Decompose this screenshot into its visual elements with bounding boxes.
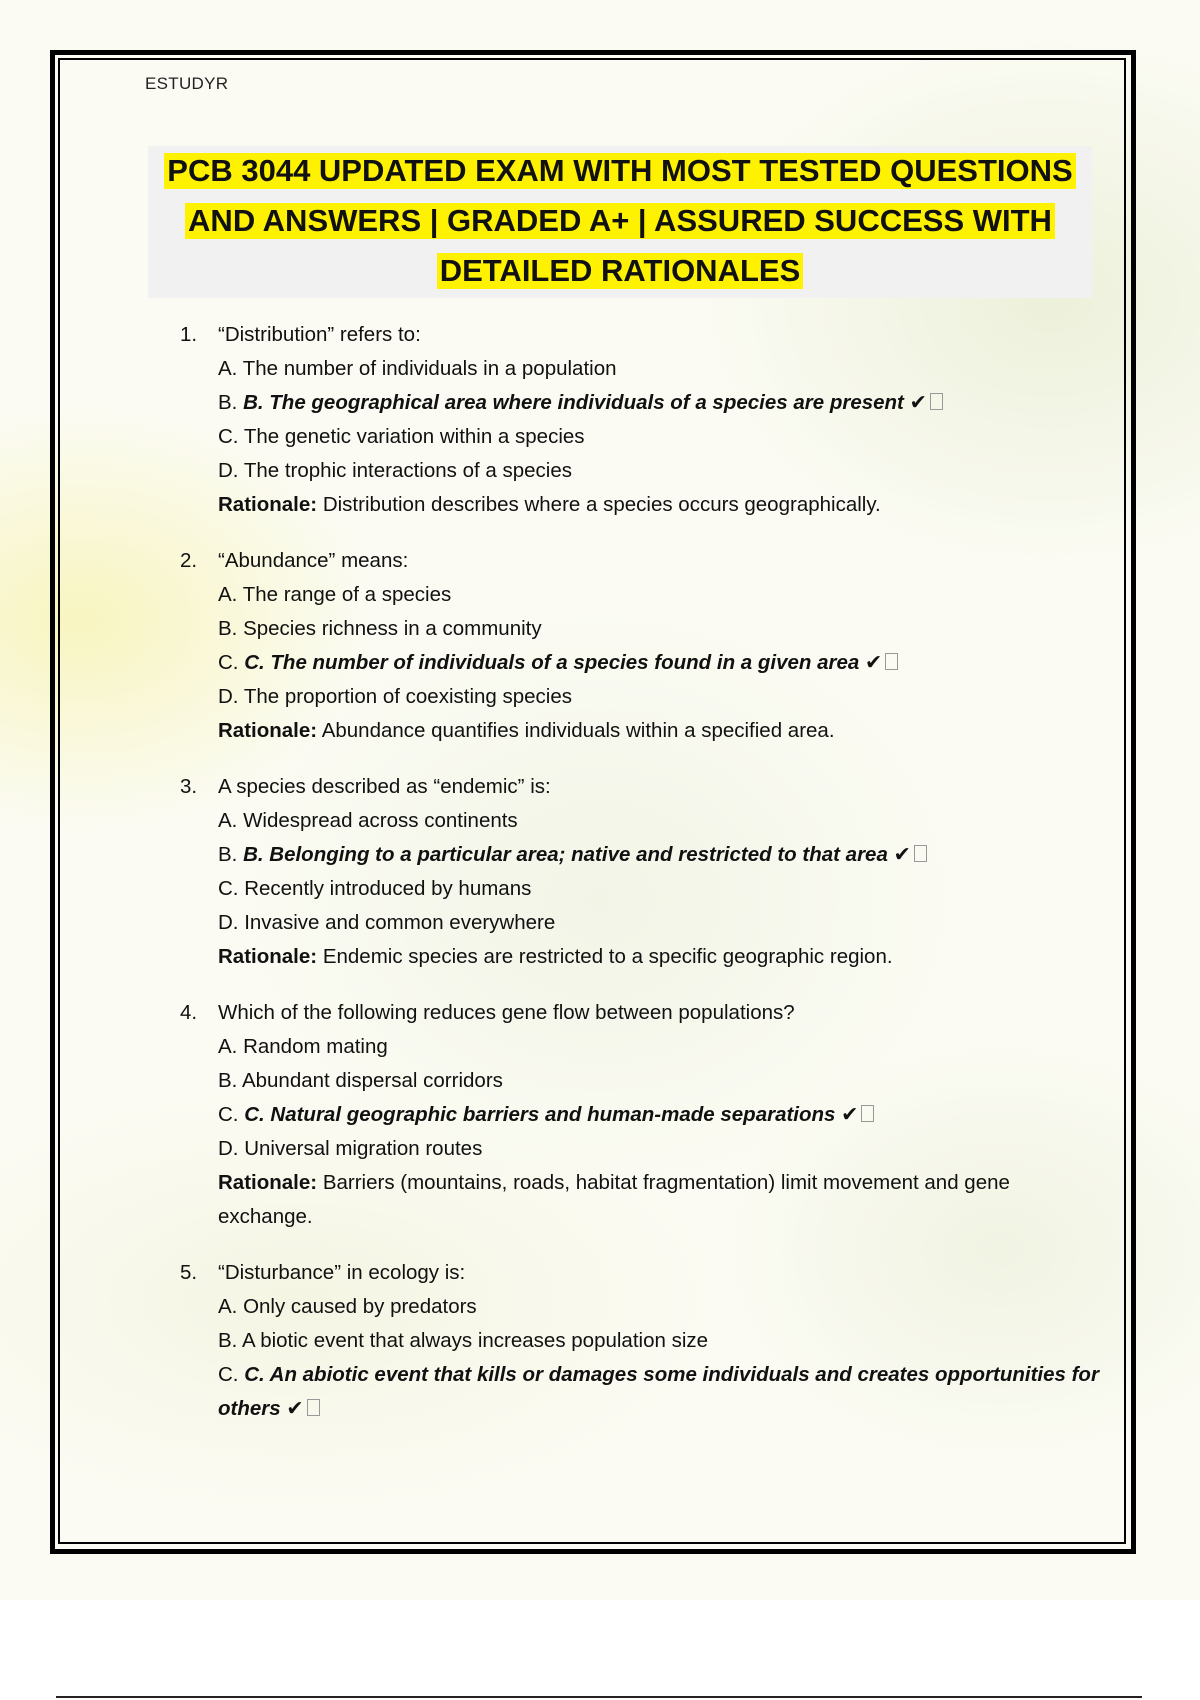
rationale-text: Endemic species are restricted to a specific geographic region. xyxy=(322,945,893,968)
option-text: Recently introduced by humans xyxy=(244,877,532,900)
option-text: Invasive and common everywhere xyxy=(244,911,556,934)
question-item xyxy=(180,1256,1100,1426)
answer-option xyxy=(180,420,1100,454)
answer-option-correct xyxy=(180,1098,1100,1132)
option-letter: A. xyxy=(218,809,238,832)
option-text: The range of a species xyxy=(242,583,452,606)
question-item xyxy=(180,544,1100,748)
option-text: B. Belonging to a particular area; native and restricted to that area xyxy=(243,843,888,866)
checkmark-icon: ✔ xyxy=(893,843,911,866)
answer-option-correct xyxy=(180,1358,1100,1426)
answer-option xyxy=(180,1324,1100,1358)
option-letter: C. xyxy=(218,1103,239,1126)
question-text: “Abundance” means: xyxy=(218,549,409,572)
footer-divider xyxy=(56,1696,1142,1698)
answer-option xyxy=(180,1030,1100,1064)
missing-glyph-box-icon xyxy=(914,845,927,862)
rationale xyxy=(180,1166,1100,1234)
option-text: The proportion of coexisting species xyxy=(243,685,573,708)
document-title xyxy=(148,146,1092,298)
option-letter: A. xyxy=(218,1295,238,1318)
question-number: 2. xyxy=(180,549,198,572)
option-letter: B. xyxy=(218,843,238,866)
question-stem xyxy=(180,1256,1100,1290)
rationale xyxy=(180,714,1100,748)
answer-option xyxy=(180,804,1100,838)
title-line-3: DETAILED RATIONALES xyxy=(437,253,804,289)
answer-option-correct xyxy=(180,646,1100,680)
rationale-label: Rationale: xyxy=(218,493,318,516)
option-text: Only caused by predators xyxy=(243,1295,477,1318)
option-letter: B. xyxy=(218,1069,238,1092)
checkmark-icon: ✔ xyxy=(865,651,883,674)
option-text: C. Natural geographic barriers and human-made separations xyxy=(244,1103,836,1126)
question-stem xyxy=(180,544,1100,578)
option-letter: C. xyxy=(218,1363,239,1386)
missing-glyph-box-icon xyxy=(861,1105,874,1122)
option-text: C. An abiotic event that kills or damages some individuals and creates opportunities for others xyxy=(218,1363,1099,1420)
option-text: Universal migration routes xyxy=(244,1137,483,1160)
question-number: 1. xyxy=(180,323,198,346)
title-line-2: AND ANSWERS | GRADED A+ | ASSURED SUCCESS WITH xyxy=(185,203,1055,239)
option-text: C. The number of individuals of a species found in a given area xyxy=(244,651,860,674)
answer-option xyxy=(180,578,1100,612)
answer-option xyxy=(180,906,1100,940)
option-letter: D. xyxy=(218,1137,239,1160)
missing-glyph-box-icon xyxy=(307,1399,320,1416)
answer-option-correct xyxy=(180,386,1100,420)
option-letter: D. xyxy=(218,911,239,934)
question-stem xyxy=(180,996,1100,1030)
answer-option xyxy=(180,612,1100,646)
question-item xyxy=(180,770,1100,974)
question-number: 3. xyxy=(180,775,198,798)
question-stem xyxy=(180,770,1100,804)
option-letter: B. xyxy=(218,391,238,414)
checkmark-icon: ✔ xyxy=(286,1397,304,1420)
answer-option xyxy=(180,454,1100,488)
answer-option xyxy=(180,872,1100,906)
answer-option xyxy=(180,1132,1100,1166)
answer-option-correct xyxy=(180,838,1100,872)
rationale xyxy=(180,940,1100,974)
rationale xyxy=(180,488,1100,522)
option-letter: B. xyxy=(218,617,238,640)
rationale-text: Distribution describes where a species occurs geographically. xyxy=(322,493,881,516)
title-line-1: PCB 3044 UPDATED EXAM WITH MOST TESTED QUESTIONS xyxy=(164,153,1075,189)
brand-name: ESTUDYR xyxy=(145,74,229,93)
option-letter: C. xyxy=(218,425,239,448)
option-text: Widespread across continents xyxy=(243,809,518,832)
answer-option xyxy=(180,1064,1100,1098)
option-letter: C. xyxy=(218,651,239,674)
question-list xyxy=(180,318,1100,1448)
rationale-text: Abundance quantifies individuals within a specified area. xyxy=(321,719,835,742)
option-text: Species richness in a community xyxy=(243,617,542,640)
option-text: The trophic interactions of a species xyxy=(243,459,572,482)
option-text: B. The geographical area where individuals of a species are present xyxy=(243,391,904,414)
question-item xyxy=(180,318,1100,522)
missing-glyph-box-icon xyxy=(930,393,943,410)
option-letter: A. xyxy=(218,1035,238,1058)
answer-option xyxy=(180,1290,1100,1324)
option-text: Abundant dispersal corridors xyxy=(241,1069,503,1092)
option-text: Random mating xyxy=(243,1035,388,1058)
question-stem xyxy=(180,318,1100,352)
rationale-label: Rationale: xyxy=(218,719,318,742)
option-text: The number of individuals in a population xyxy=(242,357,617,380)
rationale-label: Rationale: xyxy=(218,1171,318,1194)
option-text: A biotic event that always increases population size xyxy=(241,1329,709,1352)
question-number: 5. xyxy=(180,1261,198,1284)
checkmark-icon: ✔ xyxy=(841,1103,859,1126)
option-letter: C. xyxy=(218,877,239,900)
option-letter: D. xyxy=(218,685,239,708)
missing-glyph-box-icon xyxy=(885,653,898,670)
question-text: “Disturbance” in ecology is: xyxy=(218,1261,466,1284)
answer-option xyxy=(180,680,1100,714)
checkmark-icon: ✔ xyxy=(909,391,927,414)
question-item xyxy=(180,996,1100,1234)
option-letter: D. xyxy=(218,459,239,482)
question-text: A species described as “endemic” is: xyxy=(218,775,551,798)
rationale-text: Barriers (mountains, roads, habitat fragmentation) limit movement and gene exchange. xyxy=(218,1171,1010,1228)
question-number: 4. xyxy=(180,1001,198,1024)
option-letter: B. xyxy=(218,1329,238,1352)
question-text: Which of the following reduces gene flow between populations? xyxy=(218,1001,795,1024)
question-text: “Distribution” refers to: xyxy=(218,323,421,346)
option-letter: A. xyxy=(218,583,238,606)
option-text: The genetic variation within a species xyxy=(243,425,585,448)
rationale-label: Rationale: xyxy=(218,945,318,968)
option-letter: A. xyxy=(218,357,238,380)
answer-option xyxy=(180,352,1100,386)
